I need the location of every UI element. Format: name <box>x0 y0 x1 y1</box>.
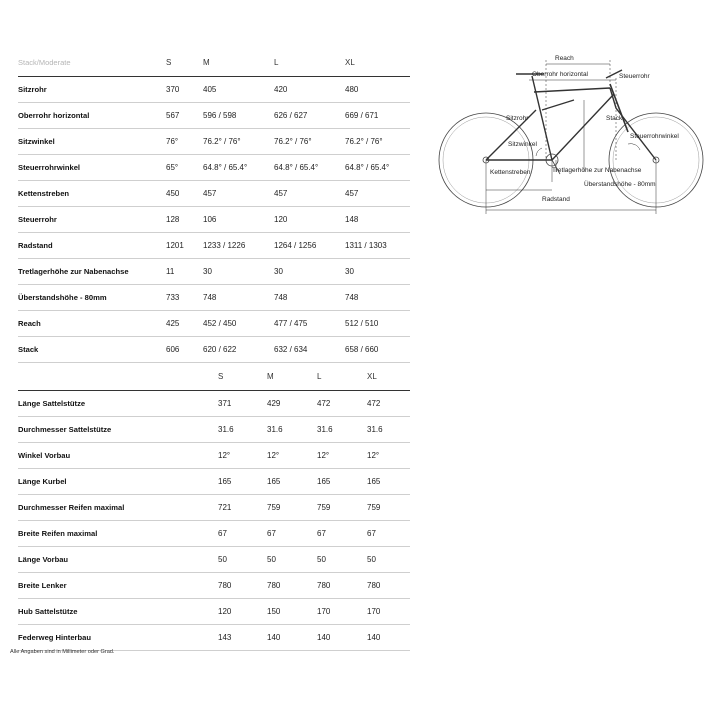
table-row <box>18 573 410 599</box>
cell-value: 12° <box>367 451 380 460</box>
cell-value: 596 / 598 <box>203 111 237 120</box>
row-label: Überstandshöhe - 80mm <box>18 293 107 302</box>
cell-value: 748 <box>203 293 217 302</box>
cell-value: 780 <box>367 581 381 590</box>
row-label: Breite Lenker <box>18 581 67 590</box>
oberrohr-label: Oberrohr horizontal <box>532 71 588 78</box>
cell-value: 50 <box>267 555 276 564</box>
cell-value: 76° <box>166 137 179 146</box>
cell-value: 30 <box>274 267 283 276</box>
table-row <box>18 311 410 337</box>
cell-value: 50 <box>367 555 376 564</box>
cell-value: 76.2° / 76° <box>345 137 383 146</box>
cell-value: 31.6 <box>317 425 333 434</box>
size-s-header: S <box>218 372 224 381</box>
cell-value: 67 <box>367 529 376 538</box>
kettenstreben-label: Kettenstreben <box>490 169 531 176</box>
cell-value: 140 <box>367 633 381 642</box>
row-label: Kettenstreben <box>18 189 70 198</box>
cell-value: 64.8° / 65.4° <box>274 163 319 172</box>
geometry-table-header <box>18 52 410 77</box>
table-row <box>18 391 410 417</box>
row-label: Stack <box>18 345 39 354</box>
cell-value: 567 <box>166 111 180 120</box>
cell-value: 780 <box>317 581 331 590</box>
geometry-table-body <box>18 77 410 363</box>
size-xl-header: XL <box>345 58 355 67</box>
cell-value: 606 <box>166 345 180 354</box>
size-s-header: S <box>166 58 172 67</box>
cell-value: 429 <box>267 399 281 408</box>
table-row <box>18 521 410 547</box>
cell-value: 143 <box>218 633 232 642</box>
cell-value: 12° <box>267 451 280 460</box>
row-label: Hub Sattelstütze <box>18 607 78 616</box>
cell-value: 450 <box>166 189 180 198</box>
cell-value: 67 <box>218 529 227 538</box>
ueberstand-label: Überstandshöhe - 80mm <box>584 181 656 188</box>
cell-value: 721 <box>218 503 232 512</box>
cell-value: 759 <box>367 503 381 512</box>
cell-value: 76.2° / 76° <box>203 137 241 146</box>
table-row <box>18 77 410 103</box>
cell-value: 780 <box>218 581 232 590</box>
cell-value: 371 <box>218 399 232 408</box>
cell-value: 76.2° / 76° <box>274 137 312 146</box>
cell-value: 759 <box>267 503 281 512</box>
cell-value: 748 <box>345 293 359 302</box>
sitzwinkel-label: Sitzwinkel <box>508 141 537 148</box>
table-row <box>18 625 410 651</box>
cell-value: 67 <box>317 529 326 538</box>
cell-value: 759 <box>317 503 331 512</box>
cell-value: 780 <box>267 581 281 590</box>
components-table <box>18 366 410 651</box>
size-m-header: M <box>203 58 210 67</box>
row-label: Steuerrohrwinkel <box>18 163 81 172</box>
cell-value: 472 <box>367 399 381 408</box>
cell-value: 120 <box>218 607 232 616</box>
header-corner-label: Stack/Moderate <box>18 58 71 67</box>
cell-value: 150 <box>267 607 281 616</box>
row-label: Steuerrohr <box>18 215 57 224</box>
cell-value: 165 <box>367 477 381 486</box>
cell-value: 120 <box>274 215 288 224</box>
cell-value: 170 <box>317 607 331 616</box>
table-row <box>18 417 410 443</box>
cell-value: 420 <box>274 85 288 94</box>
table-row <box>18 103 410 129</box>
row-label: Sitzwinkel <box>18 137 55 146</box>
bike-geometry-diagram <box>434 48 704 218</box>
cell-value: 632 / 634 <box>274 345 308 354</box>
cell-value: 477 / 475 <box>274 319 308 328</box>
cell-value: 30 <box>345 267 354 276</box>
table-row <box>18 547 410 573</box>
cell-value: 425 <box>166 319 180 328</box>
tretlager-label: Tretlagerhöhe zur Nabenachse <box>552 167 642 174</box>
radstand-label: Radstand <box>542 196 570 203</box>
size-l-header: L <box>274 58 279 67</box>
table-row <box>18 129 410 155</box>
cell-value: 457 <box>274 189 288 198</box>
steuerrohrwinkel-label: Steuerrohrwinkel <box>630 133 679 140</box>
components-table-header <box>18 366 410 391</box>
table-row <box>18 181 410 207</box>
row-label: Reach <box>18 319 41 328</box>
footnote: Alle Angaben sind in Millimeter oder Grad. <box>10 649 115 655</box>
cell-value: 128 <box>166 215 180 224</box>
cell-value: 50 <box>317 555 326 564</box>
table-row <box>18 599 410 625</box>
cell-value: 31.6 <box>267 425 283 434</box>
cell-value: 452 / 450 <box>203 319 237 328</box>
cell-value: 626 / 627 <box>274 111 308 120</box>
table-row <box>18 207 410 233</box>
cell-value: 748 <box>274 293 288 302</box>
cell-value: 370 <box>166 85 180 94</box>
row-label: Winkel Vorbau <box>18 451 71 460</box>
cell-value: 64.8° / 65.4° <box>345 163 390 172</box>
cell-value: 31.6 <box>218 425 234 434</box>
cell-value: 106 <box>203 215 217 224</box>
size-l-header: L <box>317 372 322 381</box>
cell-value: 733 <box>166 293 180 302</box>
table-row <box>18 469 410 495</box>
size-m-header: M <box>267 372 274 381</box>
row-label: Länge Vorbau <box>18 555 69 564</box>
steuerrohr-label: Steuerrohr <box>619 73 650 80</box>
size-xl-header: XL <box>367 372 377 381</box>
cell-value: 11 <box>166 267 175 276</box>
cell-value: 140 <box>317 633 331 642</box>
fork <box>610 84 628 132</box>
cell-value: 31.6 <box>367 425 383 434</box>
row-label: Federweg Hinterbau <box>18 633 91 642</box>
table-row <box>18 259 410 285</box>
cell-value: 64.8° / 65.4° <box>203 163 248 172</box>
cell-value: 472 <box>317 399 331 408</box>
cell-value: 148 <box>345 215 359 224</box>
cell-value: 620 / 622 <box>203 345 237 354</box>
cell-value: 50 <box>218 555 227 564</box>
row-label: Radstand <box>18 241 53 250</box>
cell-value: 12° <box>317 451 330 460</box>
cell-value: 669 / 671 <box>345 111 379 120</box>
cell-value: 1201 <box>166 241 184 250</box>
table-row <box>18 233 410 259</box>
cell-value: 165 <box>317 477 331 486</box>
cell-value: 65° <box>166 163 179 172</box>
cell-value: 12° <box>218 451 231 460</box>
cell-value: 1311 / 1303 <box>345 241 387 250</box>
cell-value: 658 / 660 <box>345 345 379 354</box>
reach-label: Reach <box>555 55 574 62</box>
cell-value: 170 <box>367 607 381 616</box>
shock <box>542 100 574 110</box>
cell-value: 457 <box>203 189 217 198</box>
row-label: Durchmesser Reifen maximal <box>18 503 125 512</box>
geometry-table <box>18 52 410 363</box>
table-row <box>18 495 410 521</box>
sitzrohr-label: Sitzrohr <box>506 115 529 122</box>
components-table-body <box>18 391 410 651</box>
table-row <box>18 337 410 363</box>
table-row <box>18 443 410 469</box>
row-label: Tretlagerhöhe zur Nabenachse <box>18 267 129 276</box>
row-label: Oberrohr horizontal <box>18 111 90 120</box>
cell-value: 1264 / 1256 <box>274 241 317 250</box>
row-label: Durchmesser Sattelstütze <box>18 425 112 434</box>
row-label: Breite Reifen maximal <box>18 529 98 538</box>
cell-value: 457 <box>345 189 359 198</box>
cell-value: 67 <box>267 529 276 538</box>
cell-value: 165 <box>267 477 281 486</box>
cell-value: 405 <box>203 85 217 94</box>
cell-value: 165 <box>218 477 232 486</box>
cell-value: 30 <box>203 267 212 276</box>
row-label: Sitzrohr <box>18 85 47 94</box>
cell-value: 480 <box>345 85 359 94</box>
cell-value: 512 / 510 <box>345 319 379 328</box>
row-label: Länge Sattelstütze <box>18 399 86 408</box>
row-label: Länge Kurbel <box>18 477 67 486</box>
stack-label: Stack <box>606 115 623 122</box>
cell-value: 140 <box>267 633 281 642</box>
table-row <box>18 155 410 181</box>
cell-value: 1233 / 1226 <box>203 241 246 250</box>
table-row <box>18 285 410 311</box>
